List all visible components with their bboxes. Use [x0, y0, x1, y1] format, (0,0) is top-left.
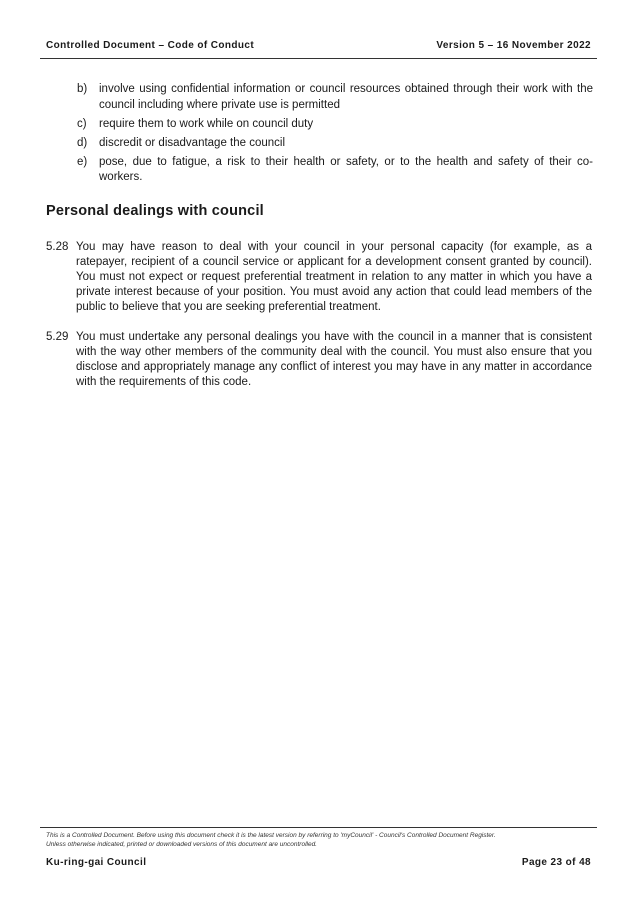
numbered-paragraph [46, 240, 592, 315]
section-heading: Personal dealings with council [46, 203, 264, 219]
document-version: Version 5 – 16 November 2022 [436, 40, 591, 51]
list-item [77, 136, 593, 152]
document-title: Controlled Document – Code of Conduct [46, 40, 255, 51]
list-item-text: involve using confidential information or council resources obtained through their work with the council including where private use is permitted [99, 83, 593, 111]
paragraph-text: You may have reason to deal with your council in your personal capacity (for example, as a ratepayer, recipient of a council service or applicant for a development consent granted by council). You must not expect or request preferential treatment in relation to any matter in which you have a private interest because of your position. You must avoid any action that could lead members of the public to believe that you are seeking preferential treatment. [76, 241, 592, 313]
list-marker: b) [77, 83, 88, 95]
paragraph-text: You must undertake any personal dealings you have with the council in a manner that is consistent with the way other members of the community deal with the council. You must also ensure that you disclose and appropriately manage any conflict of interest you may have in any matter in accordance with the requirements of this code. [76, 331, 592, 388]
list-marker: d) [77, 136, 88, 149]
organization-name: Ku-ring-gai Council [46, 857, 147, 868]
numbered-paragraph [46, 330, 592, 390]
notice-line: Unless otherwise indicated, printed or downloaded versions of this document are uncontrolled. [46, 841, 317, 848]
list-item-text: require them to work while on council duty [99, 117, 314, 130]
list-item-text: discredit or disadvantage the council [99, 136, 286, 149]
footer-divider [40, 827, 597, 828]
header-divider [40, 58, 597, 59]
page-header [46, 40, 591, 51]
paragraph-number: 5.29 [46, 331, 69, 343]
list-item [77, 117, 593, 133]
list-item [77, 82, 593, 113]
list-item-text: pose, due to fatigue, a risk to their health or safety, or to the health and safety of their co-workers. [99, 155, 593, 183]
section-paragraphs [46, 240, 592, 405]
paragraph-number: 5.28 [46, 241, 69, 253]
page-footer [46, 857, 591, 868]
notice-line: This is a Controlled Document. Before using this document check it is the latest version by referring to 'myCouncil' - Council's Controlled Document Register. [46, 832, 496, 839]
controlled-document-notice [46, 831, 596, 849]
page-number: Page 23 of 48 [521, 857, 591, 868]
list-item [77, 155, 593, 186]
conditions-list [77, 82, 593, 189]
list-marker: e) [77, 155, 88, 168]
list-marker: c) [77, 117, 87, 130]
